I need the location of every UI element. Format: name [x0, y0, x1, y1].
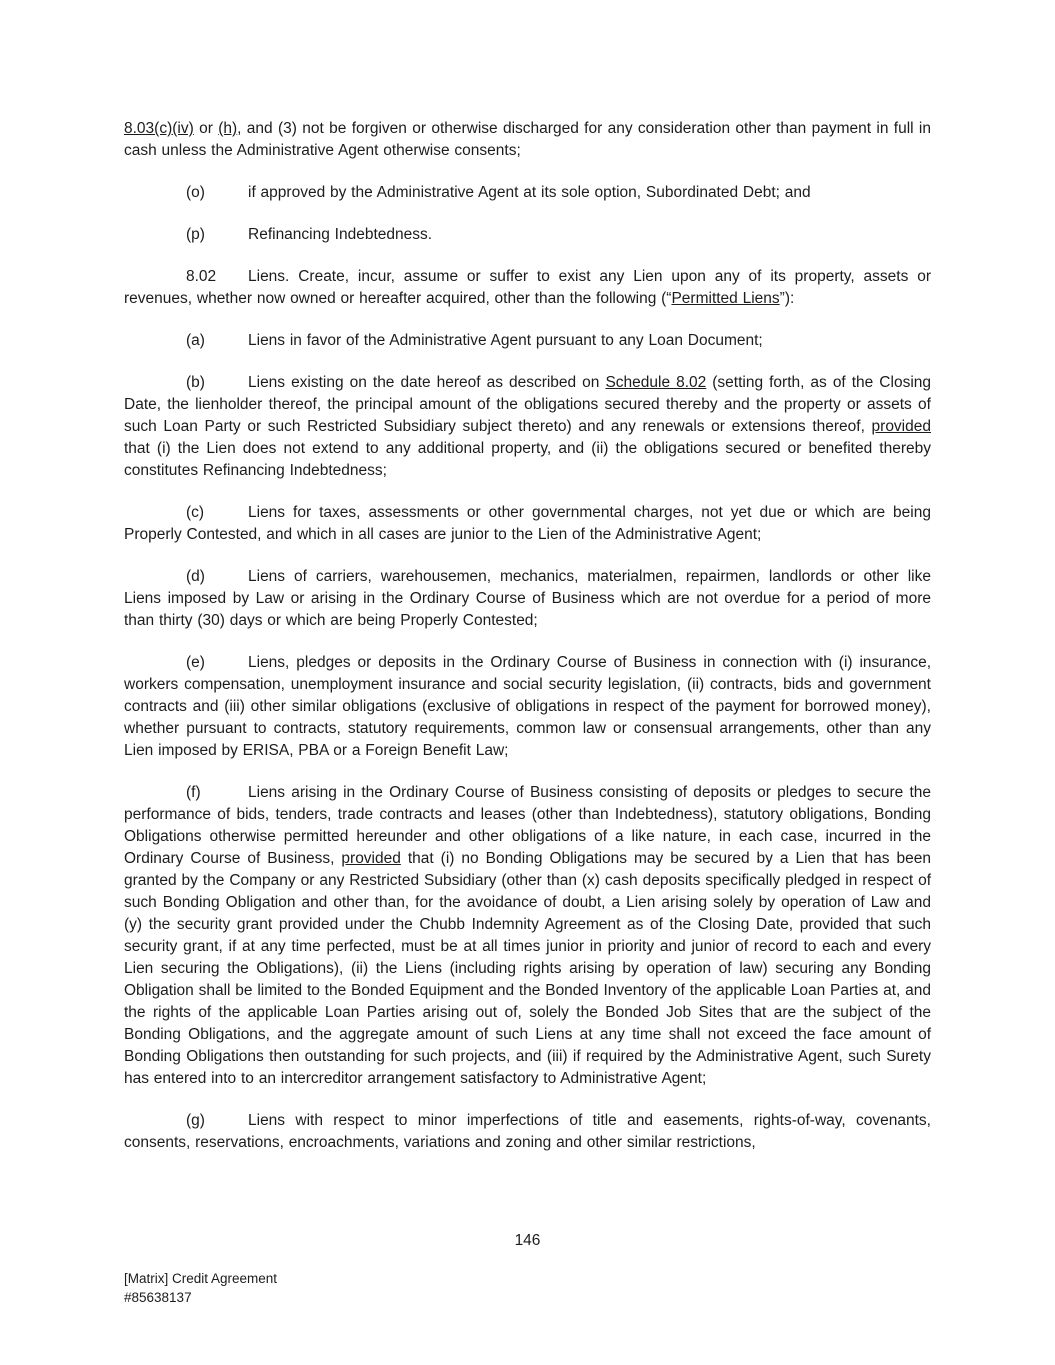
underlined-term: provided — [871, 418, 931, 435]
paragraph-label: (d) — [186, 568, 205, 585]
paragraph-label: (c) — [186, 504, 205, 521]
paragraph-text: Liens of carriers, warehousemen, mechanics, materialmen, repairmen, landlords or other like Liens imposed by Law or arising in the Ordinary Course of Business which are not overdue for a period of more than thirty (30) days or which are being Properly Contested; — [124, 568, 931, 629]
paragraph — [124, 266, 931, 310]
paragraph-text: ”): — [779, 290, 795, 307]
paragraph-label: (f) — [186, 784, 201, 801]
paragraph-label: 8.02 — [186, 268, 217, 285]
paragraph — [124, 652, 931, 762]
paragraph-label: (a) — [186, 332, 205, 349]
paragraph-text: Liens in favor of the Administrative Agent pursuant to any Loan Document; — [248, 332, 763, 349]
paragraph — [124, 1110, 931, 1154]
paragraph-text: , and (3) not be forgiven or otherwise discharged for any consideration other than payment in full in cash unless the Administrative Agent otherwise consents; — [124, 120, 931, 159]
paragraph-text: Liens, pledges or deposits in the Ordinary Course of Business in connection with (i) insurance, workers compensation, unemployment insurance and social security legislation, (ii) contracts, bids and government contracts and (iii) other similar obligations (exclusive of obligations in respect of the payment for borrowed money), whether pursuant to contracts, statutory requirements, common law or consensual arrangements, other than any Lien imposed by ERISA, PBA or a Foreign Benefit Law; — [124, 654, 931, 759]
paragraph-text: (setting forth, as of the Closing Date, the lienholder thereof, the principal amount of the obligations secured thereby and the property or assets of such Loan Party or such Restricted Subsidiary subject thereto) and any renewals or extensions thereof, — [124, 374, 931, 435]
paragraph — [124, 502, 931, 546]
paragraph — [124, 566, 931, 632]
footer-document-id: #85638137 — [124, 1290, 192, 1305]
paragraph — [124, 330, 931, 352]
footer-document-title: [Matrix] Credit Agreement — [124, 1271, 278, 1286]
footer — [124, 1269, 277, 1307]
underlined-term: Permitted Liens — [671, 290, 780, 307]
underlined-term: 8.03(c)(iv) — [124, 120, 194, 137]
paragraph-text: that (i) the Lien does not extend to any additional property, and (ii) the obligations secured or benefited thereby constitutes Refinancing Indebtedness; — [124, 440, 931, 479]
paragraph-text: or — [193, 120, 219, 137]
underlined-term: (h) — [218, 120, 238, 137]
paragraph-label: (b) — [186, 374, 205, 391]
paragraph-text: Liens with respect to minor imperfections of title and easements, rights-of-way, covenants, consents, reservations, encroachments, variations and zoning and other similar restrictions, — [124, 1112, 931, 1151]
underlined-term: provided — [341, 850, 401, 867]
paragraph — [124, 782, 931, 1090]
page-number: 146 — [514, 1232, 541, 1249]
paragraph-label: (p) — [186, 226, 205, 243]
paragraph — [124, 118, 931, 162]
paragraph — [124, 182, 931, 204]
paragraph-text: if approved by the Administrative Agent at its sole option, Subordinated Debt; and — [248, 184, 811, 201]
paragraph — [124, 372, 931, 482]
paragraph-text: Refinancing Indebtedness. — [248, 226, 433, 243]
paragraph-text: Liens arising in the Ordinary Course of Business consisting of deposits or pledges to secure the performance of bids, tenders, trade contracts and leases (other than Indebtedness), statutory obligations, Bonding Obligations otherwise permitted hereunder and other obligations of a like nature, in each case, incurred in the Ordinary Course of Business, — [124, 784, 931, 867]
paragraph-text: Liens. Create, incur, assume or suffer to exist any Lien upon any of its property, assets or revenues, whether now owned or hereafter acquired, other than the following (“ — [124, 268, 931, 307]
paragraph-label: (e) — [186, 654, 205, 671]
paragraph-label: (g) — [186, 1112, 205, 1129]
paragraph-text: Liens existing on the date hereof as described on — [248, 374, 606, 391]
underlined-term: Schedule 8.02 — [605, 374, 707, 391]
paragraph-text: that (i) no Bonding Obligations may be secured by a Lien that has been granted by the Company or any Restricted Subsidiary (other than (x) cash deposits specifically pledged in respect of such Bonding Obligation and other than, for the avoidance of doubt, a Lien arising solely by operation of Law and (y) the security grant provided under the Chubb Indemnity Agreement as of the Closing Date, provided that such security grant, if at any time perfected, must be at all times junior in priority and junior of record to each and every Lien securing the Obligations), (ii) the Liens (including rights arising by operation of law) securing any Bonding Obligation shall be limited to the Bonded Equipment and the Bonded Inventory of the applicable Loan Parties at, and the rights of the applicable Loan Parties arising out of, solely the Bonded Job Sites that are the subject of the Bonding Obligations, and the aggregate amount of such Liens at any time shall not exceed the face amount of Bonding Obligations then outstanding for such projects, and (iii) if required by the Administrative Agent, such Surety has entered into to an intercreditor arrangement satisfactory to Administrative Agent; — [124, 850, 931, 1087]
document-body — [124, 118, 931, 1174]
paragraph-label: (o) — [186, 184, 205, 201]
paragraph — [124, 224, 931, 246]
paragraph-text: Liens for taxes, assessments or other governmental charges, not yet due or which are being Properly Contested, and which in all cases are junior to the Lien of the Administrative Agent; — [124, 504, 931, 543]
